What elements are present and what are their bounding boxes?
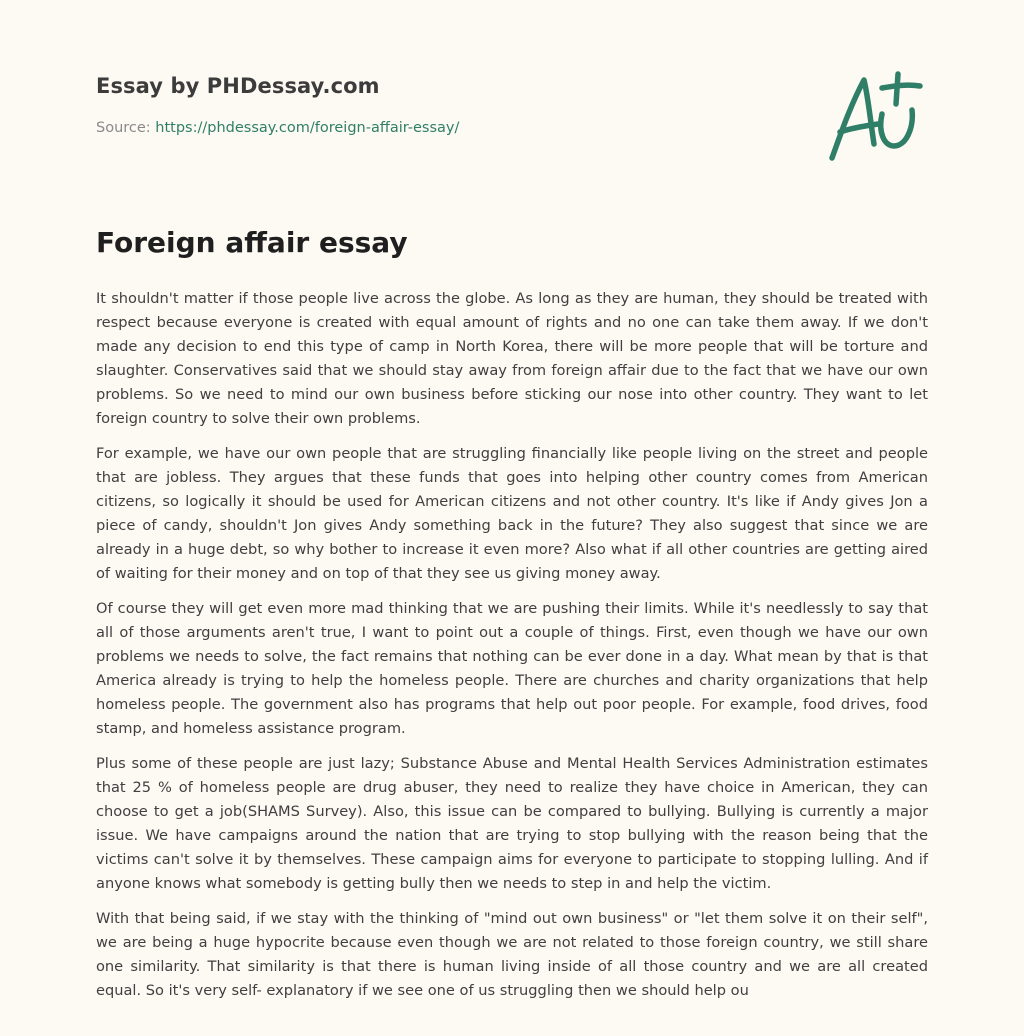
source-label: Source: <box>96 120 151 136</box>
page-header <box>96 74 928 136</box>
paragraph-5: With that being said, if we stay with the thinking of "mind out own business" or "let them solve it on their self", we are being a huge hypocrite because even though we are not related to those foreign country, we still share one similarity. That similarity is that there is human living inside of all those country and we are all created equal. So it's very self- explanatory if we see one of us struggling then we should help ou <box>96 910 928 999</box>
paragraph-4: Plus some of these people are just lazy; Substance Abuse and Mental Health Services Administration estimates that 25 % of homeless people are drug abuser, they need to realize they have choice in American, they can choose to get a job(SHAMS Survey). Also, this issue can be compared to bullying. Bullying is currently a major issue. We have campaigns around the nation that are trying to stop bullying with the reason being that the victims can't solve it by themselves. These campaign aims for everyone to participate to stopping lulling. And if anyone knows what somebody is getting bully then we needs to step in and help the victim. <box>96 755 928 892</box>
paragraph-2: For example, we have our own people that are struggling financially like people living on the street and people that are jobless. They argues that these funds that goes into helping other country comes from American citizens, so logically it should be used for American citizens and not other country. It's like if Andy gives Jon a piece of candy, shouldn't Jon gives Andy something back in the future? They also suggest that since we are already in a huge debt, so why bother to increase it even more? Also what if all other countries are getting aired of waiting for their money and on top of that they see us giving money away. <box>96 445 928 582</box>
paragraph-1: It shouldn't matter if those people live across the globe. As long as they are human, they should be treated with respect because everyone is created with equal amount of rights and no one can take them away. If we don't made any decision to end this type of camp in North Korea, there will be more people that will be torture and slaughter. Conservatives said that we should stay away from foreign affair due to the fact that we have our own problems. So we need to mind our own business before sticking our nose into other country. They want to let foreign country to solve their own problems. <box>96 290 928 427</box>
paragraph-3: Of course they will get even more mad thinking that we are pushing their limits. While it's needlessly to say that all of those arguments aren't true, I want to point out a couple of things. First, even though we have our own problems we needs to solve, the fact remains that nothing can be ever done in a day. What mean by that is that America already is trying to help the homeless people. There are churches and charity organizations that help homeless people. The government also has programs that help out poor people. For example, food drives, food stamp, and homeless assistance program. <box>96 600 928 737</box>
source-line <box>96 120 928 136</box>
essay-title: Foreign affair essay <box>96 226 408 259</box>
source-link[interactable]: https://phdessay.com/foreign-affair-essay/ <box>155 120 460 136</box>
brand-title: Essay by PHDessay.com <box>96 74 380 98</box>
essay-body <box>96 287 928 1014</box>
a-plus-grade-icon <box>824 66 928 166</box>
